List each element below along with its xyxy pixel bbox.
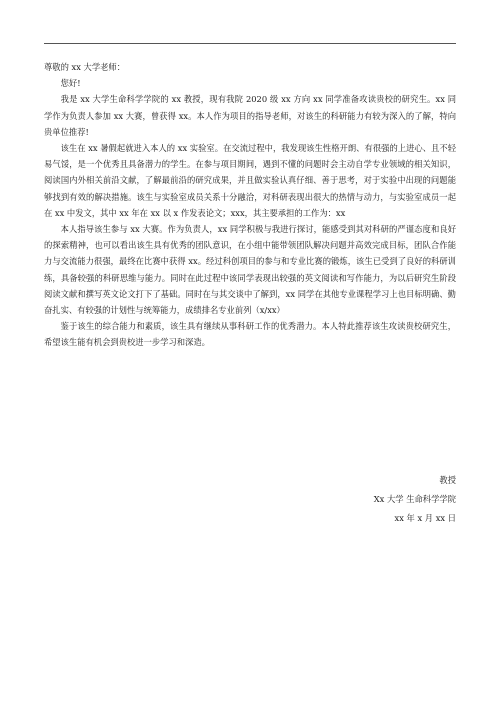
paragraph-competition: 本人指导该生参与 xx 大赛。作为负责人，xx 同学积极与我进行探讨，能感受到其对科研的严谨态度和良好的探索精神，也可以看出该生具有优秀的团队意识，在小组中能带领团队解决问题并高效完成目标，团队合作能力与交流能力很强，最终在比赛中获得 xx。经过科创项目的参与和专业比赛的锻炼，该生已受到了良好的科研训练，具备较强的科研思维与能力。同时在此过程中该同学表现出较强的英文阅读和写作能力，为以后研究生阶段阅读文献和撰写英文论文打下了基础。同时在与其交谈中了解到，xx 同学在其他专业课程学习上也目标明确、勤奋扎实、有较强的计划性与统筹能力，成绩排名专业前列（x/xx） xyxy=(44,224,456,316)
signature-title: 教授 xyxy=(439,475,456,485)
signature-block xyxy=(374,471,456,528)
letter-body xyxy=(44,59,456,351)
paragraph-conclusion: 鉴于该生的综合能力和素质，该生具有继续从事科研工作的优秀潜力。本人特此推荐该生攻读贵校研究生，希望该生能有机会到贵校进一步学习和深造。 xyxy=(44,321,456,348)
greeting: 您好! xyxy=(60,78,81,89)
salutation: 尊敬的 xx 大学老师： xyxy=(44,62,126,72)
paragraph-lab-experience: 该生在 xx 暑假起就进入本人的 xx 实验室。在交流过程中，我发现该生性格开朗、有很强的上进心、且不轻易气馁，是一个优秀且具备潜力的学生。在参与项目期间，遇到不懂的问题时会主动自学专业领域的相关知识，阅读国内外相关前沿文献，了解最前沿的研究成果，并且做实验认真仔细、善于思考，对于实验中出现的问题能够找到有效的解决措施。该生与实验室成员关系十分融洽，对科研表现出很大的热情与动力，与实验室成员一起在 xx 中发文，其中 xx 年在 xx 以 x 作发表论文；xxx，其主要承担的工作为：xx xyxy=(44,143,456,218)
header-rule xyxy=(44,43,456,44)
paragraph-intro: 我是 xx 大学生命科学学院的 xx 教授，现有我院 2020 级 xx 方向 xx 同学准备攻读贵校的研究生。xx 同学作为负责人参加 xx 大赛，曾获得 xx。本人作为项目的指导老师，对该生的科研能力有较为深入的了解，特向贵单位推荐! xyxy=(44,94,456,137)
signature-affiliation: Xx 大学 生命科学学院 xyxy=(373,494,456,504)
signature-date: xx 年 x 月 xx 日 xyxy=(394,513,456,523)
